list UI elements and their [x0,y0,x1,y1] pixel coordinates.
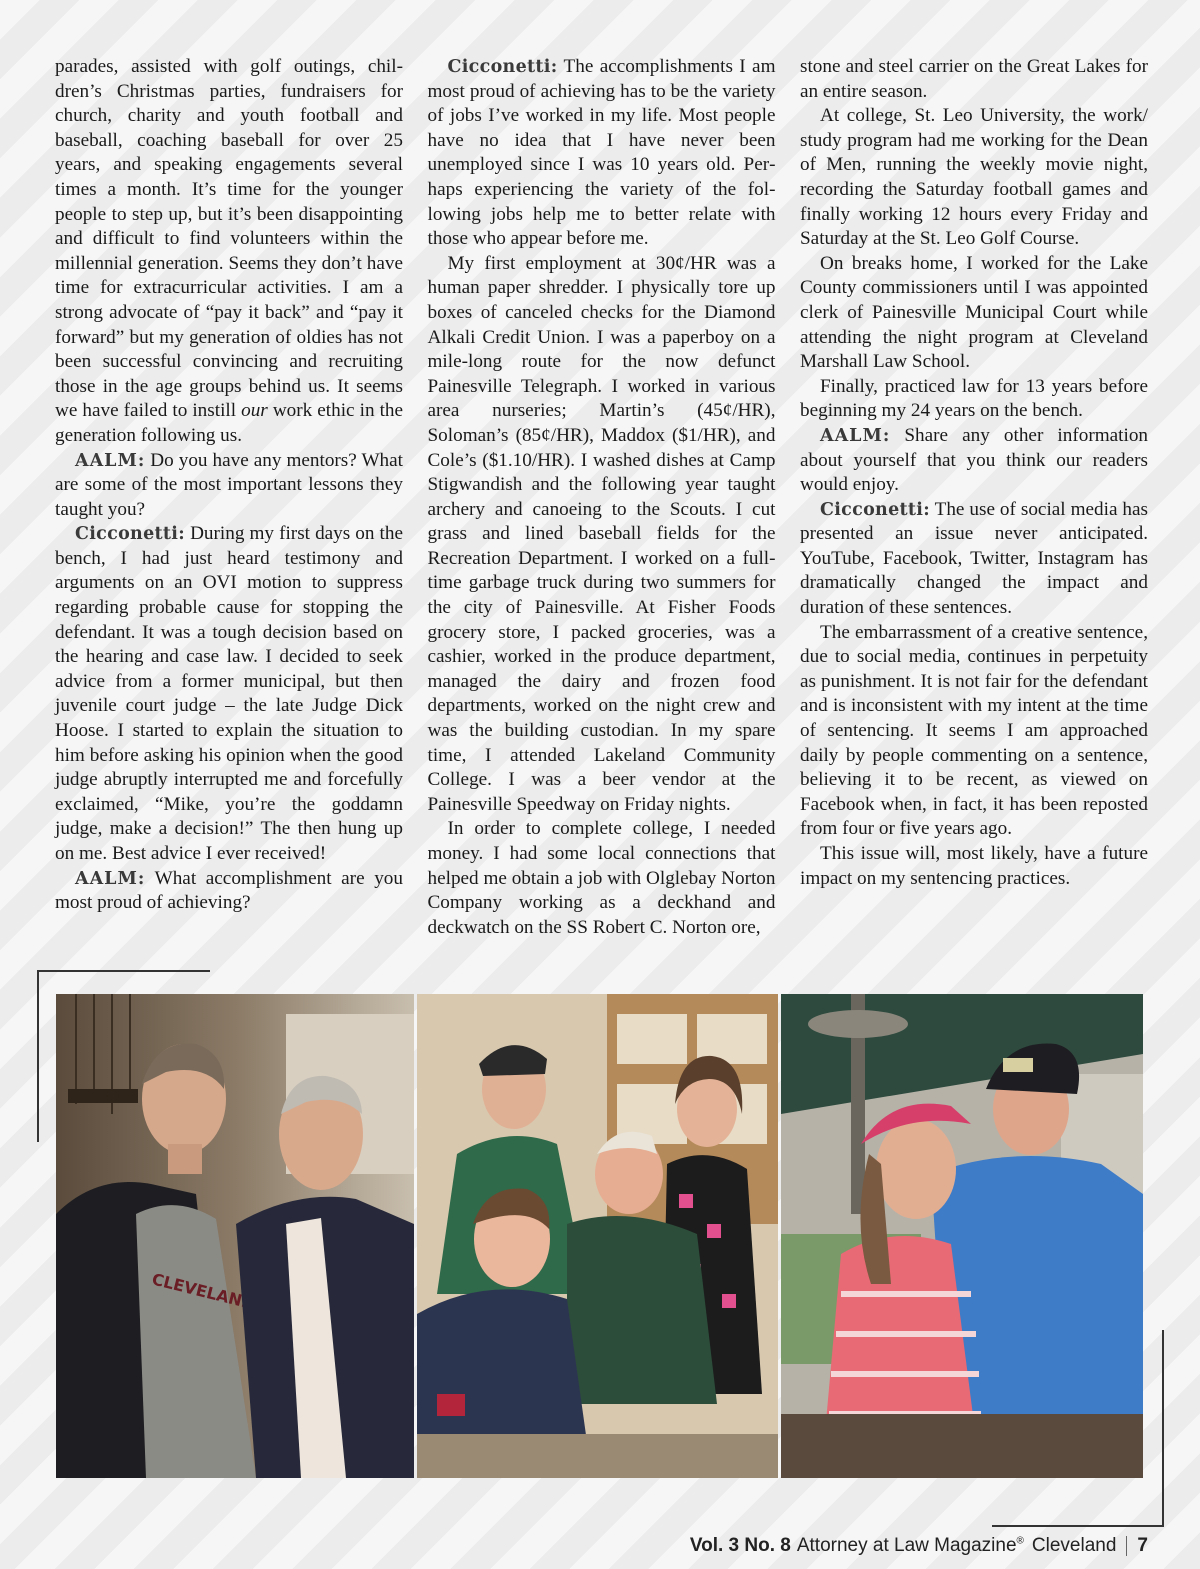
emphasis: our [241,400,268,422]
page-number: 7 [1137,1535,1148,1556]
aalm-label: AALM: [75,868,146,889]
article-column-1 [55,55,403,950]
cicconetti-label: Cicconetti: [447,57,558,77]
paragraph: At college, St. Leo University, the work/ study program had me working for the Dean of Men, running the weekly movie night, recording the Saturday football games and finally working 12 hours every Friday and Saturday at the St. Leo Golf Course. [800,105,1148,250]
interview-question: AALM: Do you have any mentors? What are some of the most important lessons they taught you? [55,449,403,520]
aalm-label: AALM: [820,425,891,446]
shirt-lettering: CLEVELAND [150,1269,257,1314]
frame-corner-bottom-right [992,1525,1164,1527]
frame-corner-bottom-right-vertical [1162,1330,1164,1527]
aalm-label: AALM: [75,450,146,471]
frame-corner-top-left-vertical [37,970,39,1142]
paragraph: The embarrassment of a creative sentence, due to social media, continues in perpetuity as punishment. It is not fair for the defendant and is inconsistent with my intent at the time of sentencing. It seems I am approached daily by people commenting on a sentence, believing it to be recent, as viewed on Facebook when, in fact, it has been reposted from four or five years ago. [800,621,1148,840]
magazine-name: Attorney at Law Magazine® [796,1535,1024,1556]
cicconetti-label: Cicconetti: [75,524,185,545]
paragraph: My first employment at 30¢/HR was a human paper shredder. I physically tore up boxes of canceled checks for the Diamond Alkali Credit Union. I was a paperboy on a mile-long route for the now defunct Painesville Telegraph. I worked in various area nurseries; Martin’s (45¢/HR), Soloman’s (85¢/HR), Maddox ($1/HR), and Cole’s ($1.10/HR). I washed dishes at Camp Stigwandish and the following year taught archery and canoeing to the Scouts. I cut grass and lined baseball fields for the Recreation Department. I worked on a full-time garbage truck during two summers for the city of Painesville. At Fisher Foods grocery store, I packed groceries, was a cashier, worked in the produce department, managed the dairy and frozen food departments, worked on the night crew and was the building custodian. In my spare time, I attended Lakeland Community College. I was a beer vendor at the Painesville Speedway on Friday nights. [427,252,776,815]
frame-corner-top-left [37,970,210,972]
cicconetti-label: Cicconetti: [820,499,930,520]
paragraph: On breaks home, I worked for the Lake County commissioners until I was appointed clerk of Painesville Municipal Court while attending the night program at Cleveland Marshall Law School. [800,252,1148,373]
photo-two-men-suits [56,994,414,1478]
issue-volume: Vol. 3 No. 8 [689,1535,791,1556]
interview-answer: Cicconetti: During my first days on the bench, I had just heard testimony and arguments on an OVI motion to suppress regarding probable cause for stopping the defendant. It was a tough decision based on the hearing and case law. I decided to seek advice from a former municipal, but then juvenile court judge – the late Judge Dick Hoose. I started to explain the situation to him before asking his opinion when the good judge abruptly interrupted me and forcefully exclaimed, “Mike, you’re the goddamn judge, make a decision!” The then hung up on me. Best advice I ever received! [55,523,404,864]
article-column-3 [800,55,1148,950]
paragraph: This issue will, most likely, have a future impact on my sentencing practices. [800,843,1148,889]
footer-divider [1126,1536,1127,1556]
paragraph: In order to complete college, I needed money. I had some local connections that helped me obtain a job with Olglebay Norton Company working as a deckhand and deckwatch on the SS Robert C. Norton ore, [427,818,776,938]
interview-question: AALM: Share any other information about yourself that you think our readers would enjoy. [800,424,1149,496]
paragraph: parades, assisted with golf outings, children’s Christmas parties, fundraisers for church, charity and youth football and baseball, coaching baseball for over 25 years, and speaking engagements several times a month. It’s time for the younger people to step up, but it’s been disappointing and difficult to find volunteers within the millennial generation. Seems they don’t have time for extracurricular activities. I am a strong advocate of “pay it back” and “pay it forward” but my generation of oldies has not been successful convincing and recruiting those in the age groups behind us. It seems we have failed to instill our work ethic in the generation following us. [55,56,404,446]
paragraph: stone and steel carrier on the Great Lakes for an entire season. [800,56,1148,102]
photo-couple-patio [781,994,1143,1478]
magazine-city: Cleveland [1031,1535,1117,1556]
page-footer [690,1535,1148,1557]
paragraph: Finally, practiced law for 13 years before beginning my 24 years on the bench. [800,375,1148,422]
article-column-2 [428,55,776,950]
interview-answer: Cicconetti: The use of social media has presented an issue never anticipated. YouTube, Facebook, Twitter, Instagram has dramatically changed the impact and duration of these sentences. [800,498,1148,619]
article-columns [55,55,1148,950]
interview-question: AALM: What accomplishment are you most proud of achieving? [55,867,403,914]
photo-family-group [417,994,778,1478]
interview-answer: Cicconetti: The accomplishments I am most proud of achieving has to be the variety of jobs I’ve worked in my life. Most people have no idea that I have never been unemployed since I was 10 years old. Perhaps experiencing the variety of the following jobs help me to better relate with those who appear before me. [427,56,776,250]
photo-strip [56,994,1143,1478]
